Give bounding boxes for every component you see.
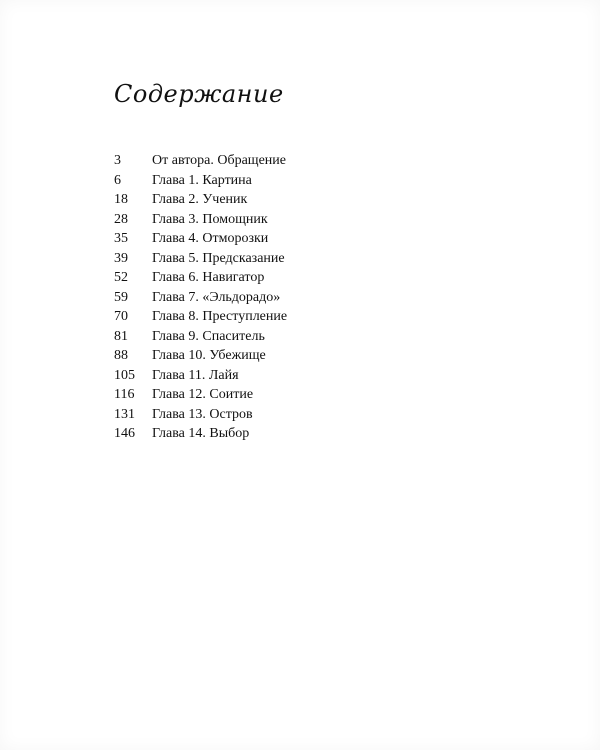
toc-page-number: 35 — [114, 231, 128, 246]
toc-row — [114, 346, 287, 366]
toc-row — [114, 190, 287, 210]
toc-row — [114, 229, 287, 249]
toc-row — [114, 366, 287, 386]
toc-entry-title: Глава 13. Остров — [152, 406, 253, 422]
toc-entry-title: Глава 6. Навигатор — [152, 270, 265, 285]
toc-row — [114, 424, 287, 444]
toc-entry-title: Глава 8. Преступление — [152, 309, 288, 324]
toc-row — [114, 327, 287, 347]
toc-page-number: 59 — [114, 289, 128, 305]
toc-page-number: 116 — [114, 387, 135, 402]
toc-entry-title: Глава 5. Предсказание — [152, 250, 285, 266]
toc-page-number: 88 — [114, 348, 128, 363]
toc-page-number: 3 — [114, 153, 121, 168]
toc-row — [114, 210, 287, 230]
toc-row — [114, 405, 287, 425]
toc-page-number: 131 — [114, 406, 135, 422]
toc-entry-title: От автора. Обращение — [152, 153, 286, 168]
toc-page-number: 18 — [114, 192, 128, 207]
toc-entry-title: Глава 1. Картина — [152, 172, 252, 188]
toc-entry-title: Глава 7. «Эльдорадо» — [152, 289, 281, 305]
toc-row — [114, 268, 287, 288]
toc-entry-title: Глава 3. Помощник — [152, 211, 268, 227]
toc-page-number: 52 — [114, 270, 128, 285]
toc-entry-title: Глава 11. Лайя — [152, 367, 239, 383]
toc-title: Содержание — [114, 80, 284, 108]
toc-page-number: 81 — [114, 328, 128, 344]
toc-page-number: 105 — [114, 367, 135, 383]
toc-entry-title: Глава 4. Отморозки — [152, 231, 269, 246]
toc-page-number: 28 — [114, 211, 128, 227]
toc-page-number: 39 — [114, 250, 128, 266]
toc-entry-title: Глава 10. Убежище — [152, 348, 266, 363]
toc-list — [114, 151, 287, 444]
toc-row — [114, 171, 287, 191]
toc-row — [114, 249, 287, 269]
toc-row — [114, 288, 287, 308]
toc-page-number: 146 — [114, 426, 135, 441]
toc-entry-title: Глава 9. Спаситель — [152, 328, 265, 344]
toc-entry-title: Глава 14. Выбор — [152, 426, 250, 441]
toc-entry-title: Глава 12. Соитие — [152, 387, 254, 402]
toc-page-number: 70 — [114, 309, 128, 324]
toc-row — [114, 151, 287, 171]
toc-entry-title: Глава 2. Ученик — [152, 192, 248, 207]
toc-page-number: 6 — [114, 172, 121, 188]
toc-row — [114, 307, 287, 327]
toc-row — [114, 385, 287, 405]
